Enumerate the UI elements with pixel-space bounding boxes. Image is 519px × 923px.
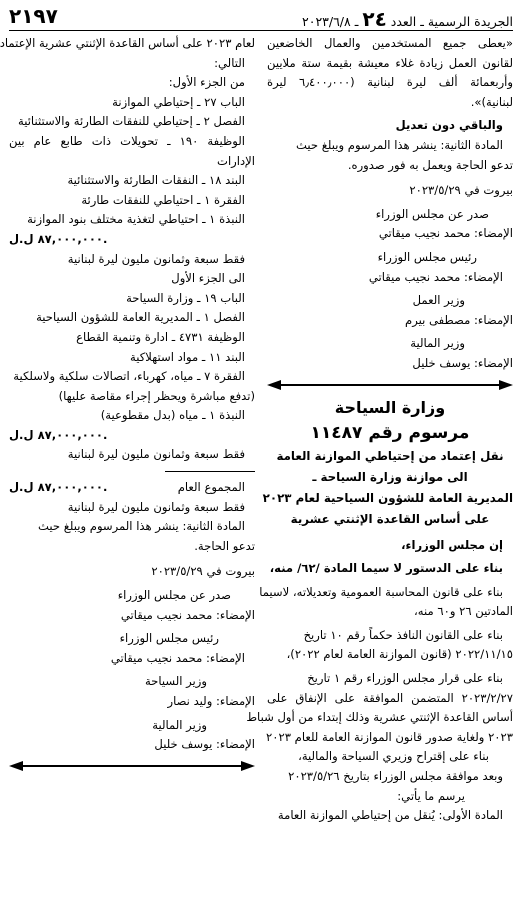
intro-line: لعام ٢٠٢٣ على أساس القاعدة الإثنتي عشرية الإعتماد [0,36,255,50]
article-2-line: المادة الثانية: ينشر هذا المرسوم ويبلغ حيث [296,137,503,152]
labor-minister-title: وزير العمل [412,293,465,308]
right-column [246,34,513,826]
subparagraph-line: النبذة ١ ـ احتياطي لتغذية مختلف بنود الموازنة [27,212,245,227]
journal-name: الجريدة الرسمية ـ العدد [390,14,513,29]
to-part-label: الى الجزء الأول [171,271,245,286]
signature: الإمضاء: محمد نجيب ميقاتي [110,650,245,665]
chapter-line: الباب ٢٧ ـ إحتياطي الموازنة [112,94,245,109]
signature: الإمضاء: يوسف خليل [154,737,255,752]
signature: الإمضاء: محمد نجيب ميقاتي [378,226,513,241]
paragraph-line: الفقرة ١ ـ احتياطي للنفقات طارئة [81,192,245,207]
total-separator [165,471,255,472]
subject-line: على أساس القاعدة الإثنتي عشرية [290,511,490,526]
ministry-title: وزارة السياحة [334,397,446,417]
amount-in-words: فقط سبعة وثمانون مليون ليرة لبنانية [67,499,245,514]
journal-header-title [302,7,513,31]
issued-by: صدر عن مجلس الوزراء [117,588,231,603]
tourism-minister-title: وزير السياحة [144,674,207,689]
intro-line: «يعطى جميع المستخدمين والعمال الخاضعين [267,36,513,50]
subparagraph-line: النبذة ١ ـ مياه (بدل مقطوعية) [100,408,245,423]
decree-title: مرسوم رقم ١١٤٨٧ [310,422,470,443]
amount-in-words: فقط سبعة وثمانون مليون ليرة لبنانية [67,447,245,462]
intro-line: لبنانية)». [470,94,513,109]
section-divider [9,761,255,771]
total-amount: ٨٧,٠٠٠,٠٠٠ ل.ل. [9,480,108,495]
council-preamble: إن مجلس الوزراء، [401,537,503,552]
finance-minister-title: وزير المالية [152,717,207,732]
article-2-line: تدعو الحاجة. [194,538,255,553]
basis-clause: ٢٠٢٣/٢/٢٧ المتضمن الموافقة على الإنفاق على [267,690,513,705]
place-date: بيروت في ٢٠٢٣/٥/٢٩ [409,183,513,198]
subject-line: الى موازنة وزارة السياحة ـ [312,469,468,484]
signature: الإمضاء: وليد نصار [167,694,255,708]
basis-clause: بناء على قانون المحاسبة العمومية وتعديلاته، لاسيما [259,584,503,599]
basis-clause: أساس القاعدة الإثنتي عشرية وذلك إبتداء من أول شباط [246,710,513,725]
intro-line: وأربعمائة ألف ليرة لبنانية (٦٫٤٠٠٫٠٠٠ ليرة [267,75,513,90]
section-line: الفصل ١ ـ المديرية العامة للشؤون السياحية [36,310,245,325]
function-line: الوظيفة ٤٧٣١ ـ ادارة وتنمية القطاع [76,329,245,344]
signature: الإمضاء: مصطفى بيرم [405,312,513,327]
subject-line: المديرية العامة للشؤون السياحية لعام ٢٠٢٣ [262,490,513,505]
subject-line: نقل إعتماد من إحتياطي الموازنة العامة [276,448,504,463]
pm-title: رئيس مجلس الوزراء [377,249,477,264]
section-divider [267,380,513,390]
article-1-line: المادة الأولى: يُنقل من إحتياطي الموازنة العامة [277,808,503,823]
signature: الإمضاء: يوسف خليل [412,355,513,370]
decree-subject [262,446,513,530]
signature: الإمضاء: محمد نجيب ميقاتي [120,607,255,622]
basis-clause: بناء على القانون النافذ حكماً رقم ١٠ تاريخ [303,627,503,642]
chapter-line: الباب ١٩ ـ وزارة السياحة [126,290,245,305]
rest-unchanged: والباقي دون تعديل [395,118,503,133]
item-line: البند ١٨ ـ النفقات الطارئة والاستثنائية [67,173,245,188]
page-number: ٢١٩٧ [9,4,58,28]
issued-by: صدر عن مجلس الوزراء [375,206,489,221]
article-2-line: تدعو الحاجة ويعمل به فور صدوره. [347,157,513,172]
intro-line: لقانون العمل زيادة غلاء معيشة بقيمة ستة ملايين [267,55,513,70]
page-header [9,4,513,31]
signature: الإمضاء: محمد نجيب ميقاتي [368,269,503,284]
total-label: المجموع العام [177,480,245,495]
basis-clause: المادتين ٢٦ و٦٠ منه، [414,604,513,619]
item-line: البند ١١ ـ مواد استهلاكية [130,349,245,364]
pm-title: رئيس مجلس الوزراء [119,631,219,646]
article-2-line: المادة الثانية: ينشر هذا المرسوم ويبلغ حيث [38,519,245,534]
function-line: الإدارات [217,153,255,168]
section-line: الفصل ٢ ـ إحتياطي للنفقات الطارئة والاستثنائية [17,114,245,129]
paragraph-line: الفقرة ٧ ـ مياه، كهرباء، اتصالات سلكية ولاسلكية [13,369,245,384]
basis-clause: بناء على إقتراح وزيري السياحة والمالية، [298,749,489,764]
place-date: بيروت في ٢٠٢٣/٥/٢٩ [151,564,255,579]
function-line: الوظيفة ١٩٠ ـ تحويلات ذات طابع عام بين [9,133,245,148]
amount: ٨٧,٠٠٠,٠٠٠ ل.ل. [9,427,108,442]
basis-clause: ٢٠٢٣ ولغاية صدور قانون الموازنة العامة للعام ٢٠٢٣ [266,729,513,744]
from-part-label: من الجزء الأول: [168,75,245,90]
amount: ٨٧,٠٠٠,٠٠٠ ل.ل. [9,231,108,246]
basis-clause: بناء على قرار مجلس الوزراء رقم ١ تاريخ [307,671,503,686]
paragraph-note: (تدفع مباشرة ويحظر إجراء مقاصة عليها) [58,388,255,403]
left-column [0,34,255,777]
intro-line: التالي: [214,55,245,70]
amount-in-words: فقط سبعة وثمانون مليون ليرة لبنانية [67,251,245,266]
basis-clause: وبعد موافقة مجلس الوزراء بتاريخ ٢٠٢٣/٥/٢٦ [288,769,503,784]
issue-date: ـ ٢٠٢٣/٦/٨ [302,14,359,29]
issue-number: ٢٤ [362,7,387,31]
basis-clause: بناء على الدستور لا سيما المادة /٦٢/ منه، [269,561,503,576]
basis-clause: ٢٠٢٢/١١/١٥ (قانون الموازنة العامة لعام ٢٠٢٢)، [286,647,513,662]
finance-minister-title: وزير المالية [410,336,465,351]
decrees-line: يرسم ما يأتي: [397,788,465,803]
grand-total-row [9,478,255,498]
